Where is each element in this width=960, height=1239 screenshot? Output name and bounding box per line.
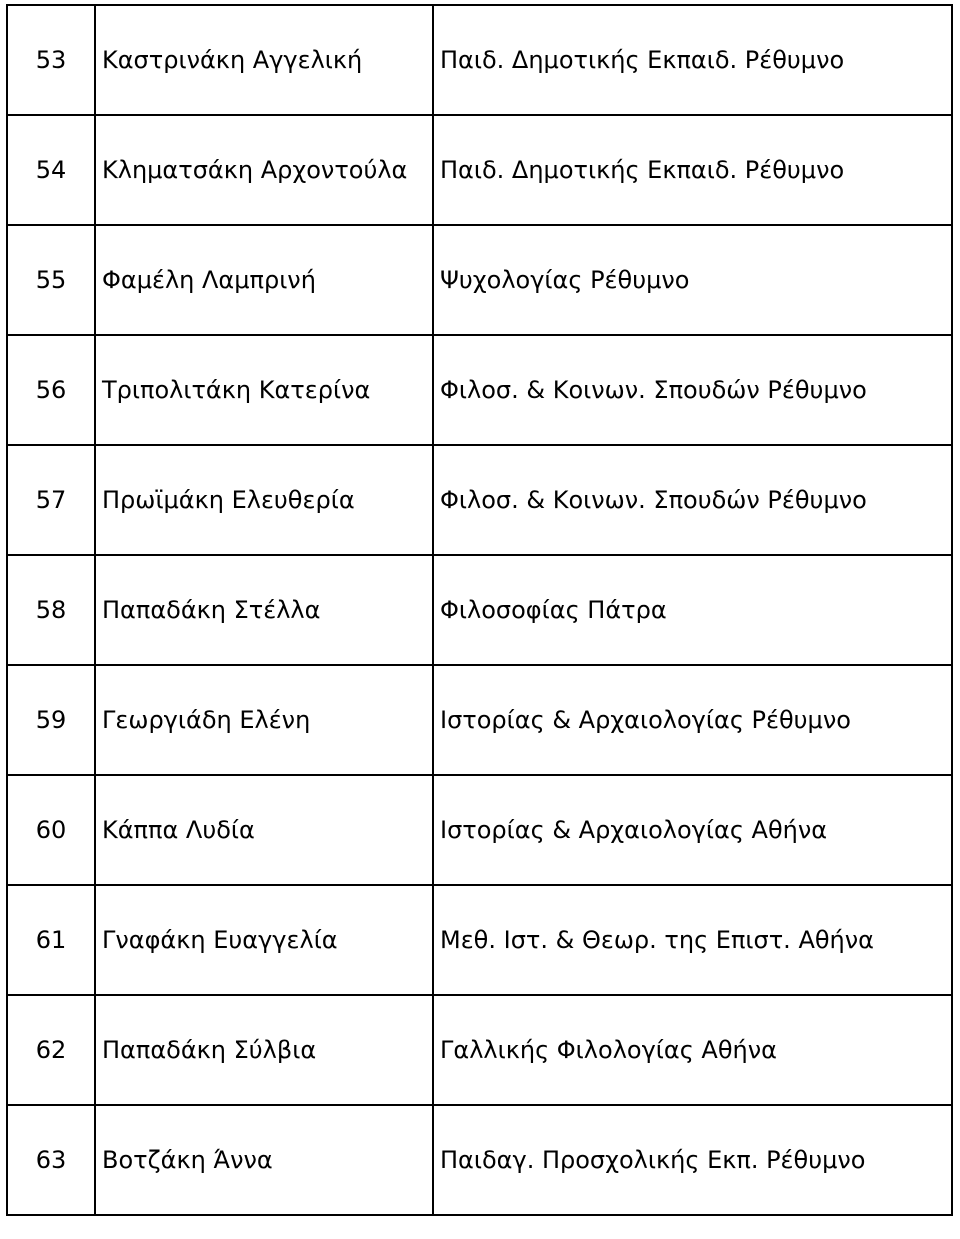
row-number: 61 bbox=[7, 885, 95, 995]
department: Ιστορίας & Αρχαιολογίας Ρέθυμνο bbox=[433, 665, 952, 775]
row-number: 63 bbox=[7, 1105, 95, 1215]
table-row bbox=[7, 335, 952, 445]
department: Παιδαγ. Προσχολικής Εκπ. Ρέθυμνο bbox=[433, 1105, 952, 1215]
table-row bbox=[7, 5, 952, 115]
person-name: Κληματσάκη Αρχοντούλα bbox=[95, 115, 433, 225]
department: Ψυχολογίας Ρέθυμνο bbox=[433, 225, 952, 335]
department: Μεθ. Ιστ. & Θεωρ. της Επιστ. Αθήνα bbox=[433, 885, 952, 995]
person-name: Γεωργιάδη Ελένη bbox=[95, 665, 433, 775]
document-page bbox=[6, 4, 953, 1216]
person-name: Παπαδάκη Σύλβια bbox=[95, 995, 433, 1105]
table-row bbox=[7, 115, 952, 225]
person-name: Πρωϊμάκη Ελευθερία bbox=[95, 445, 433, 555]
person-name: Κάππα Λυδία bbox=[95, 775, 433, 885]
department: Παιδ. Δημοτικής Εκπαιδ. Ρέθυμνο bbox=[433, 5, 952, 115]
table-row bbox=[7, 445, 952, 555]
row-number: 53 bbox=[7, 5, 95, 115]
row-number: 62 bbox=[7, 995, 95, 1105]
department: Φιλοσοφίας Πάτρα bbox=[433, 555, 952, 665]
person-name: Φαμέλη Λαμπρινή bbox=[95, 225, 433, 335]
department: Παιδ. Δημοτικής Εκπαιδ. Ρέθυμνο bbox=[433, 115, 952, 225]
table-row bbox=[7, 665, 952, 775]
roster-table bbox=[6, 4, 953, 1216]
table-row bbox=[7, 555, 952, 665]
person-name: Βοτζάκη Άννα bbox=[95, 1105, 433, 1215]
row-number: 54 bbox=[7, 115, 95, 225]
department: Ιστορίας & Αρχαιολογίας Αθήνα bbox=[433, 775, 952, 885]
person-name: Παπαδάκη Στέλλα bbox=[95, 555, 433, 665]
table-row bbox=[7, 775, 952, 885]
department: Φιλοσ. & Κοινων. Σπουδών Ρέθυμνο bbox=[433, 445, 952, 555]
table-row bbox=[7, 885, 952, 995]
person-name: Γναφάκη Ευαγγελία bbox=[95, 885, 433, 995]
row-number: 56 bbox=[7, 335, 95, 445]
row-number: 60 bbox=[7, 775, 95, 885]
row-number: 58 bbox=[7, 555, 95, 665]
department: Φιλοσ. & Κοινων. Σπουδών Ρέθυμνο bbox=[433, 335, 952, 445]
person-name: Καστρινάκη Αγγελική bbox=[95, 5, 433, 115]
row-number: 55 bbox=[7, 225, 95, 335]
table-row bbox=[7, 225, 952, 335]
department: Γαλλικής Φιλολογίας Αθήνα bbox=[433, 995, 952, 1105]
table-row bbox=[7, 995, 952, 1105]
row-number: 57 bbox=[7, 445, 95, 555]
table-row bbox=[7, 1105, 952, 1215]
row-number: 59 bbox=[7, 665, 95, 775]
person-name: Τριπολιτάκη Κατερίνα bbox=[95, 335, 433, 445]
